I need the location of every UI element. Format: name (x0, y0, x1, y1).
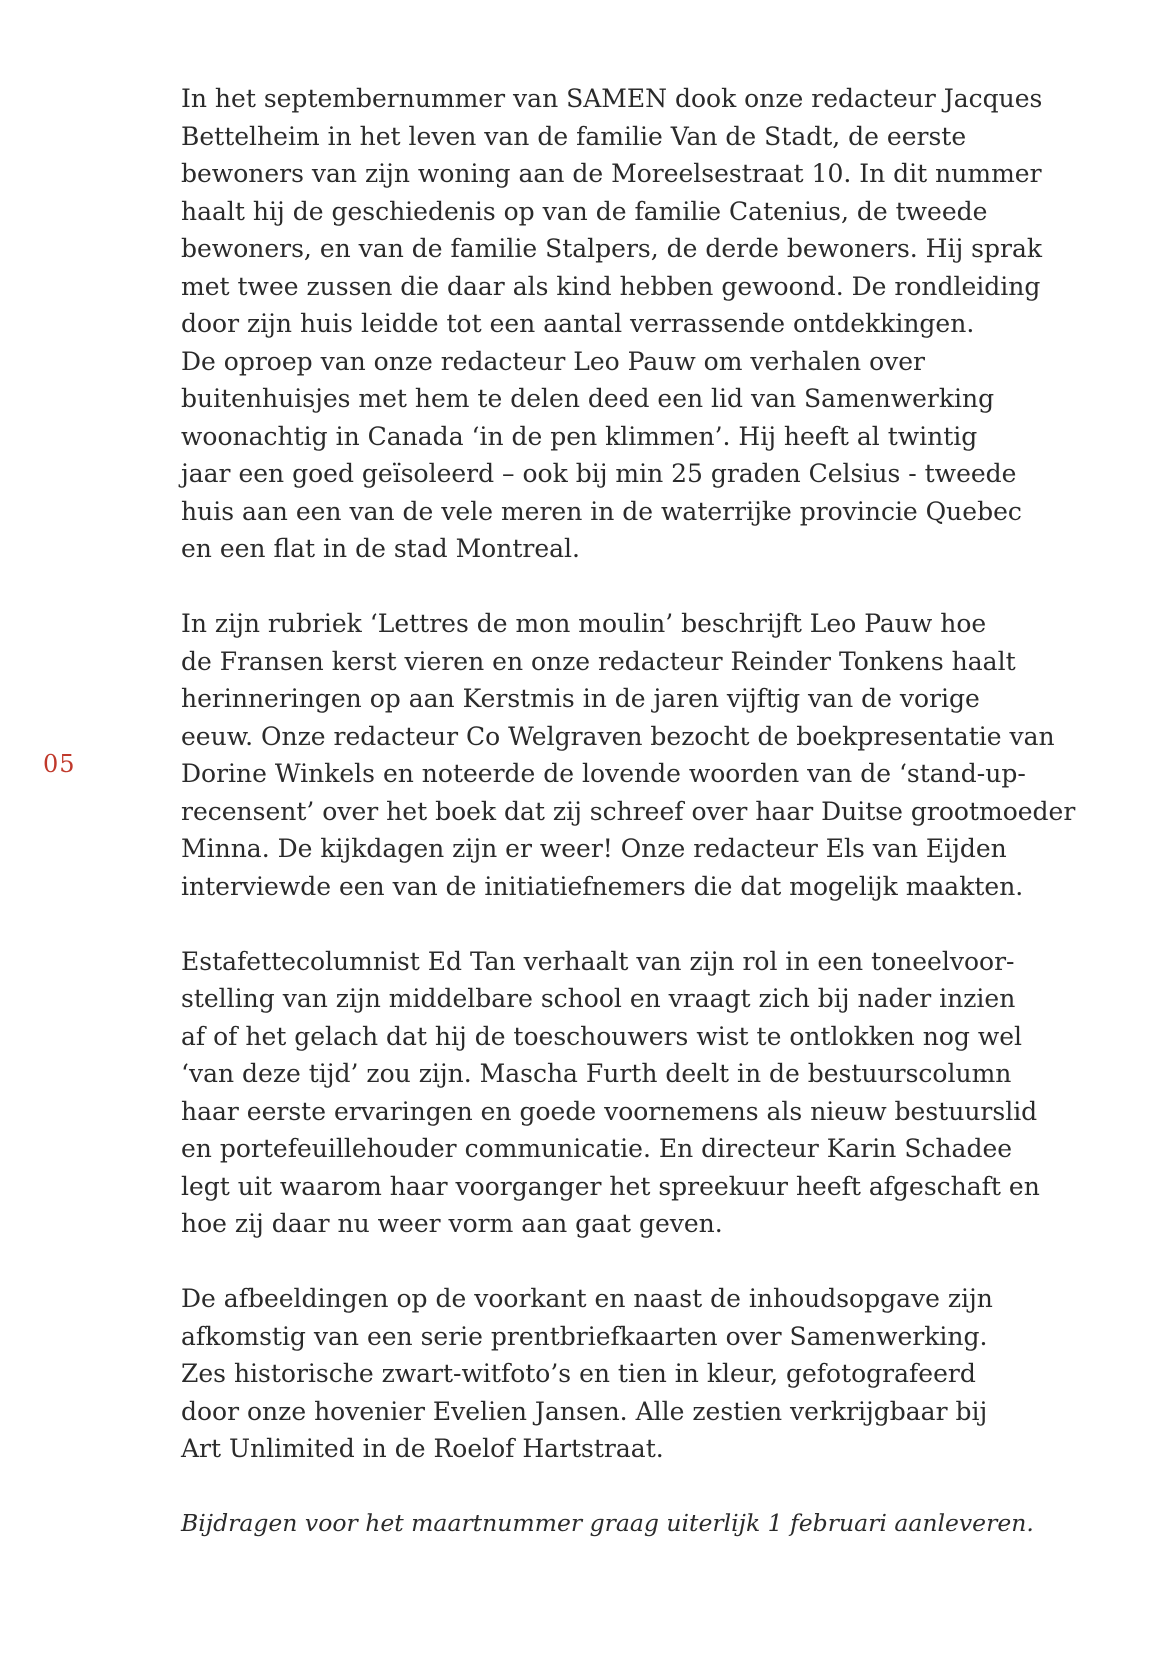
text-line: bewoners van zijn woning aan de Moreelsestraat 10. In dit nummer (181, 159, 1042, 188)
text-line: de Fransen kerst vieren en onze redacteur Reinder Tonkens haalt (181, 646, 1016, 676)
deadline-note: Bijdragen voor het maartnummer graag uiterlijk 1 februari aanleveren. (181, 1509, 1034, 1537)
text-line: hoe zij daar nu weer vorm aan gaat geven. (181, 1209, 723, 1238)
text-line: en portefeuillehouder communicatie. En directeur Karin Schadee (181, 1134, 1013, 1163)
text-line: door zijn huis leidde tot een aantal verrassende ontdekkingen. (181, 309, 975, 338)
text-line: haalt hij de geschiedenis op van de familie Catenius, de tweede (181, 196, 988, 226)
text-line: Minna. De kijkdagen zijn er weer! Onze redacteur Els van Eijden (181, 834, 1007, 863)
text-line: interviewde een van de initiatiefnemers die dat mogelijk maakten. (181, 871, 1024, 901)
text-line: recensent’ over het boek dat zij schreef over haar Duitse grootmoeder (181, 796, 1076, 826)
paragraph-spacer (181, 1243, 1061, 1281)
text-line: herinneringen op aan Kerstmis in de jaren vijftig van de vorige (181, 684, 980, 713)
text-line: woonachtig in Canada ‘in de pen klimmen’. Hij heeft al twintig (181, 421, 978, 451)
text-line: ‘van deze tijd’ zou zijn. Mascha Furth deelt in de bestuurscolumn (181, 1059, 1012, 1088)
text-line: stelling van zijn middelbare school en vraagt zich bij nader inzien (181, 984, 1016, 1013)
text-line: Art Unlimited in de Roelof Hartstraat. (181, 1434, 664, 1463)
text-line: In zijn rubriek ‘Lettres de mon moulin’ beschrijft Leo Pauw hoe (181, 609, 987, 638)
text-line: Dorine Winkels en noteerde de lovende woorden van de ‘stand-up- (181, 759, 1026, 788)
text-line: eeuw. Onze redacteur Co Welgraven bezocht de boekpresentatie van (181, 721, 1055, 751)
text-line: legt uit waarom haar voorganger het spreekuur heeft afgeschaft en (181, 1171, 1040, 1201)
text-line: buitenhuisjes met hem te delen deed een lid van Samenwerking (181, 384, 995, 413)
text-line: af of het gelach dat hij de toeschouwers wist te ontlokken nog wel (181, 1021, 1023, 1051)
text-line: De oproep van onze redacteur Leo Pauw om verhalen over (181, 346, 926, 376)
text-line: Estafettecolumnist Ed Tan verhaalt van zijn rol in een toneelvoor- (181, 946, 1015, 976)
text-line: afkomstig van een serie prentbriefkaarten over Samenwerking. (181, 1321, 988, 1351)
paragraph-2 (181, 605, 1076, 905)
text-line: In het septembernummer van SAMEN dook onze redacteur Jacques (181, 84, 1043, 113)
text-line: De afbeeldingen op de voorkant en naast de inhoudsopgave zijn (181, 1284, 993, 1313)
text-line: bewoners, en van de familie Stalpers, de derde bewoners. Hij sprak (181, 234, 1043, 263)
text-line: jaar een goed geïsoleerd – ook bij min 25 graden Celsius - tweede (181, 459, 1017, 488)
paragraph-spacer (181, 568, 1061, 606)
text-line: en een flat in de stad Montreal. (181, 534, 580, 563)
paragraph-3 (181, 943, 1061, 1243)
text-line: Bettelheim in het leven van de familie Van de Stadt, de eerste (181, 121, 967, 151)
paragraph-spacer (181, 905, 1061, 943)
page-number: 05 (43, 750, 76, 778)
text-line: haar eerste ervaringen en goede voornemens als nieuw bestuurslid (181, 1096, 1038, 1126)
paragraph-spacer (181, 1468, 1061, 1506)
text-line: door onze hovenier Evelien Jansen. Alle zestien verkrijgbaar bij (181, 1396, 988, 1426)
article-body (181, 80, 1076, 1543)
text-line: Zes historische zwart-witfoto’s en tien in kleur, gefotografeerd (181, 1359, 976, 1388)
paragraph-4 (181, 1280, 1061, 1468)
paragraph-1 (181, 80, 1061, 568)
text-line: met twee zussen die daar als kind hebben gewoond. De rondleiding (181, 271, 1041, 301)
text-line: huis aan een van de vele meren in de waterrijke provincie Quebec (181, 496, 1022, 526)
